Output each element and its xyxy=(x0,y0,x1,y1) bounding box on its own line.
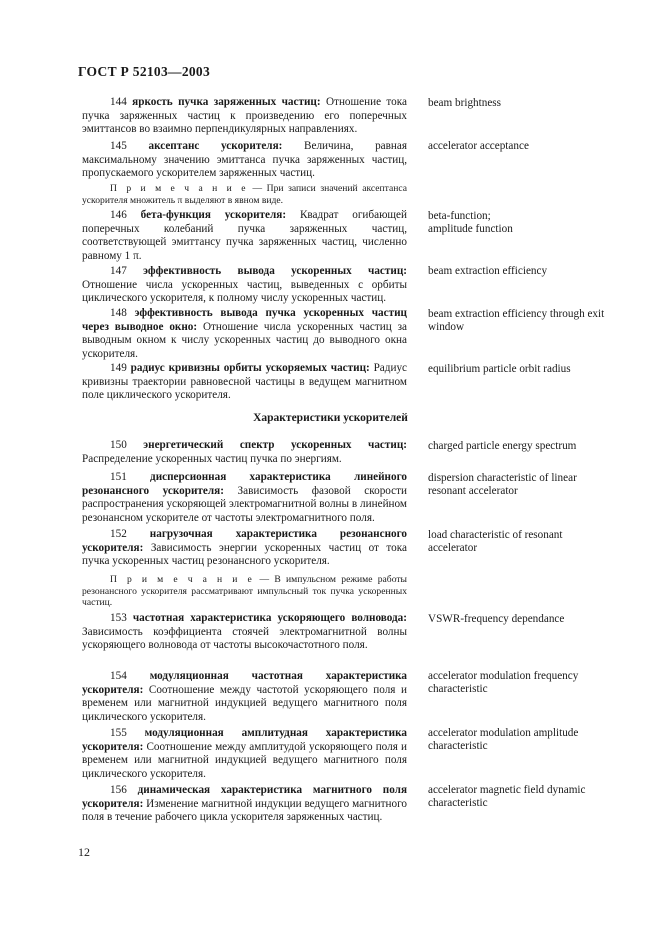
term-entry-147-ru xyxy=(82,265,407,306)
term-definition: Зависимость энергии ускоренных частиц от тока пучка ускоренных частиц резонансного ускорителя. xyxy=(82,541,407,567)
term-number: 149 xyxy=(110,362,127,374)
term-number: 145 xyxy=(110,140,127,152)
term-definition: Квадрат огибающей поперечных колебаний пучка заряженных частиц, соответствующей эмиттансу пучка заряженных частиц, численно равному 1 π. xyxy=(82,209,407,262)
section-title: Характеристики ускорителей xyxy=(253,412,408,424)
term-entry-152-ru xyxy=(82,528,407,569)
term-entry-152-en: load characteristic of resonant accelerator xyxy=(428,529,563,554)
term-number: 146 xyxy=(110,209,127,221)
term-entry-148-en: beam extraction efficiency through exit window xyxy=(428,308,605,333)
term-definition: Зависимость коэффициента стоячей электромагнитной волны ускоряющего волновода от частоты высокочастотного поля. xyxy=(82,625,407,651)
note-145 xyxy=(82,183,407,206)
term-definition: Зависимость фазовой скорости распространения ускоряющей электромагнитной волны в линейном резонансном ускорителе от частоты электромагнитного поля. xyxy=(82,484,408,524)
term-number: 153 xyxy=(110,612,127,624)
term-entry-146-en: beta-function; amplitude function xyxy=(428,210,513,235)
note-text: — При записи значений аксептанса ускорителя множитель π выделяют в явном виде. xyxy=(82,183,407,206)
term-entry-151-ru xyxy=(82,471,407,525)
note-label: П р и м е ч а н и е xyxy=(110,574,255,585)
term-definition: Изменение магнитной индукции ведущего магнитного поля в течение рабочего цикла ускорителя заряженных частиц. xyxy=(82,797,407,823)
term-entry-155-ru xyxy=(82,727,407,781)
term-number: 156 xyxy=(110,784,127,796)
term-entry-149-ru xyxy=(82,362,407,403)
term-number: 154 xyxy=(110,670,127,682)
term-name: нагрузочная характеристика резонансного ускорителя: xyxy=(82,528,407,554)
term-entry-145-ru xyxy=(82,140,407,181)
term-entry-150-en: charged particle energy spectrum xyxy=(428,440,577,452)
term-name: радиус кривизны орбиты ускоряемых частиц: xyxy=(130,362,370,374)
note-label: П р и м е ч а н и е xyxy=(110,183,248,194)
term-entry-156-ru xyxy=(82,784,407,825)
term-name: дисперсионная характеристика линейного резонансного ускорителя: xyxy=(82,471,407,497)
term-name: модуляционная частотная характеристика ускорителя: xyxy=(82,670,408,696)
term-number: 151 xyxy=(110,471,127,483)
term-definition: Отношение тока пучка заряженных частиц к произведению его поперечных эмиттансов во взаимно перпендикулярных направлениях. xyxy=(82,96,408,135)
term-definition: Отношение числа ускоренных частиц за выводным окном к числу ускоренных частиц до выводного окна ускорителя. xyxy=(82,320,407,360)
term-number: 155 xyxy=(110,727,127,739)
term-entry-144-en: beam brightness xyxy=(428,97,502,109)
term-entry-148-ru xyxy=(82,307,407,361)
term-name: динамическая характеристика магнитного поля ускорителя: xyxy=(82,784,407,810)
term-name: бета-функция ускорителя: xyxy=(140,209,287,221)
term-number: 147 xyxy=(110,265,127,277)
term-definition: Отношение числа ускоренных частиц, выведенных с орбиты циклического ускорителя, к полному числу ускоренных частиц. xyxy=(82,278,407,304)
term-entry-156-en: accelerator magnetic field dynamic characteristic xyxy=(428,784,586,809)
term-entry-145-en: accelerator acceptance xyxy=(428,140,529,152)
term-entry-147-en: beam extraction efficiency xyxy=(428,265,548,277)
term-entry-153-ru xyxy=(82,612,407,653)
note-text: — В импульсном режиме работы резонансного ускорителя рассматривают импульсный ток пучка ускоренных частиц. xyxy=(82,574,407,608)
term-definition: Распределение ускоренных частиц пучка по энергиям. xyxy=(82,452,342,465)
term-entry-154-ru xyxy=(82,670,407,724)
term-name: эффективность вывода ускоренных частиц: xyxy=(143,265,408,277)
term-definition: Соотношение между частотой ускоряющего поля и временем или магнитной индукцией ведущего магнитного поля циклического ускорителя. xyxy=(82,683,407,723)
term-name: аксептанс ускорителя: xyxy=(148,140,283,152)
term-name: энергетический спектр ускоренных частиц: xyxy=(143,439,408,451)
document-header: ГОСТ Р 52103—2003 xyxy=(78,64,211,79)
term-entry-153-en: VSWR-frequency dependance xyxy=(428,613,565,625)
term-definition: Величина, равная максимальному значению эмиттанса пучка заряженных частиц, пропускаемого ускорителем заряженных частиц. xyxy=(82,140,408,179)
term-number: 150 xyxy=(110,439,127,451)
term-number: 148 xyxy=(110,307,127,319)
page-number: 12 xyxy=(78,845,90,859)
term-entry-154-en: accelerator modulation frequency characteristic xyxy=(428,670,579,695)
note-152 xyxy=(82,574,407,609)
term-name: эффективность вывода пучка ускоренных частиц через выводное окно: xyxy=(82,307,407,333)
term-name: модуляционная амплитудная характеристика ускорителя: xyxy=(82,727,407,753)
term-entry-149-en: equilibrium particle orbit radius xyxy=(428,363,571,375)
term-entry-155-en: accelerator modulation amplitude characteristic xyxy=(428,727,579,752)
term-name: частотная характеристика ускоряющего волновода: xyxy=(132,612,408,624)
term-number: 152 xyxy=(110,528,127,540)
term-definition: Соотношение между амплитудой ускоряющего поля и временем или магнитной индукцией ведущего магнитного поля циклического ускорителя. xyxy=(82,740,407,780)
term-entry-146-ru xyxy=(82,209,407,263)
term-definition: Радиус кривизны траектории равновесной частицы в ведущем магнитном поле циклического ускорителя. xyxy=(82,362,408,401)
term-name: яркость пучка заряженных частиц: xyxy=(132,96,321,108)
term-entry-144-ru xyxy=(82,96,407,137)
term-entry-151-en: dispersion characteristic of linear resonant accelerator xyxy=(428,472,577,497)
term-entry-150-ru xyxy=(82,439,407,466)
term-number: 144 xyxy=(110,96,127,108)
